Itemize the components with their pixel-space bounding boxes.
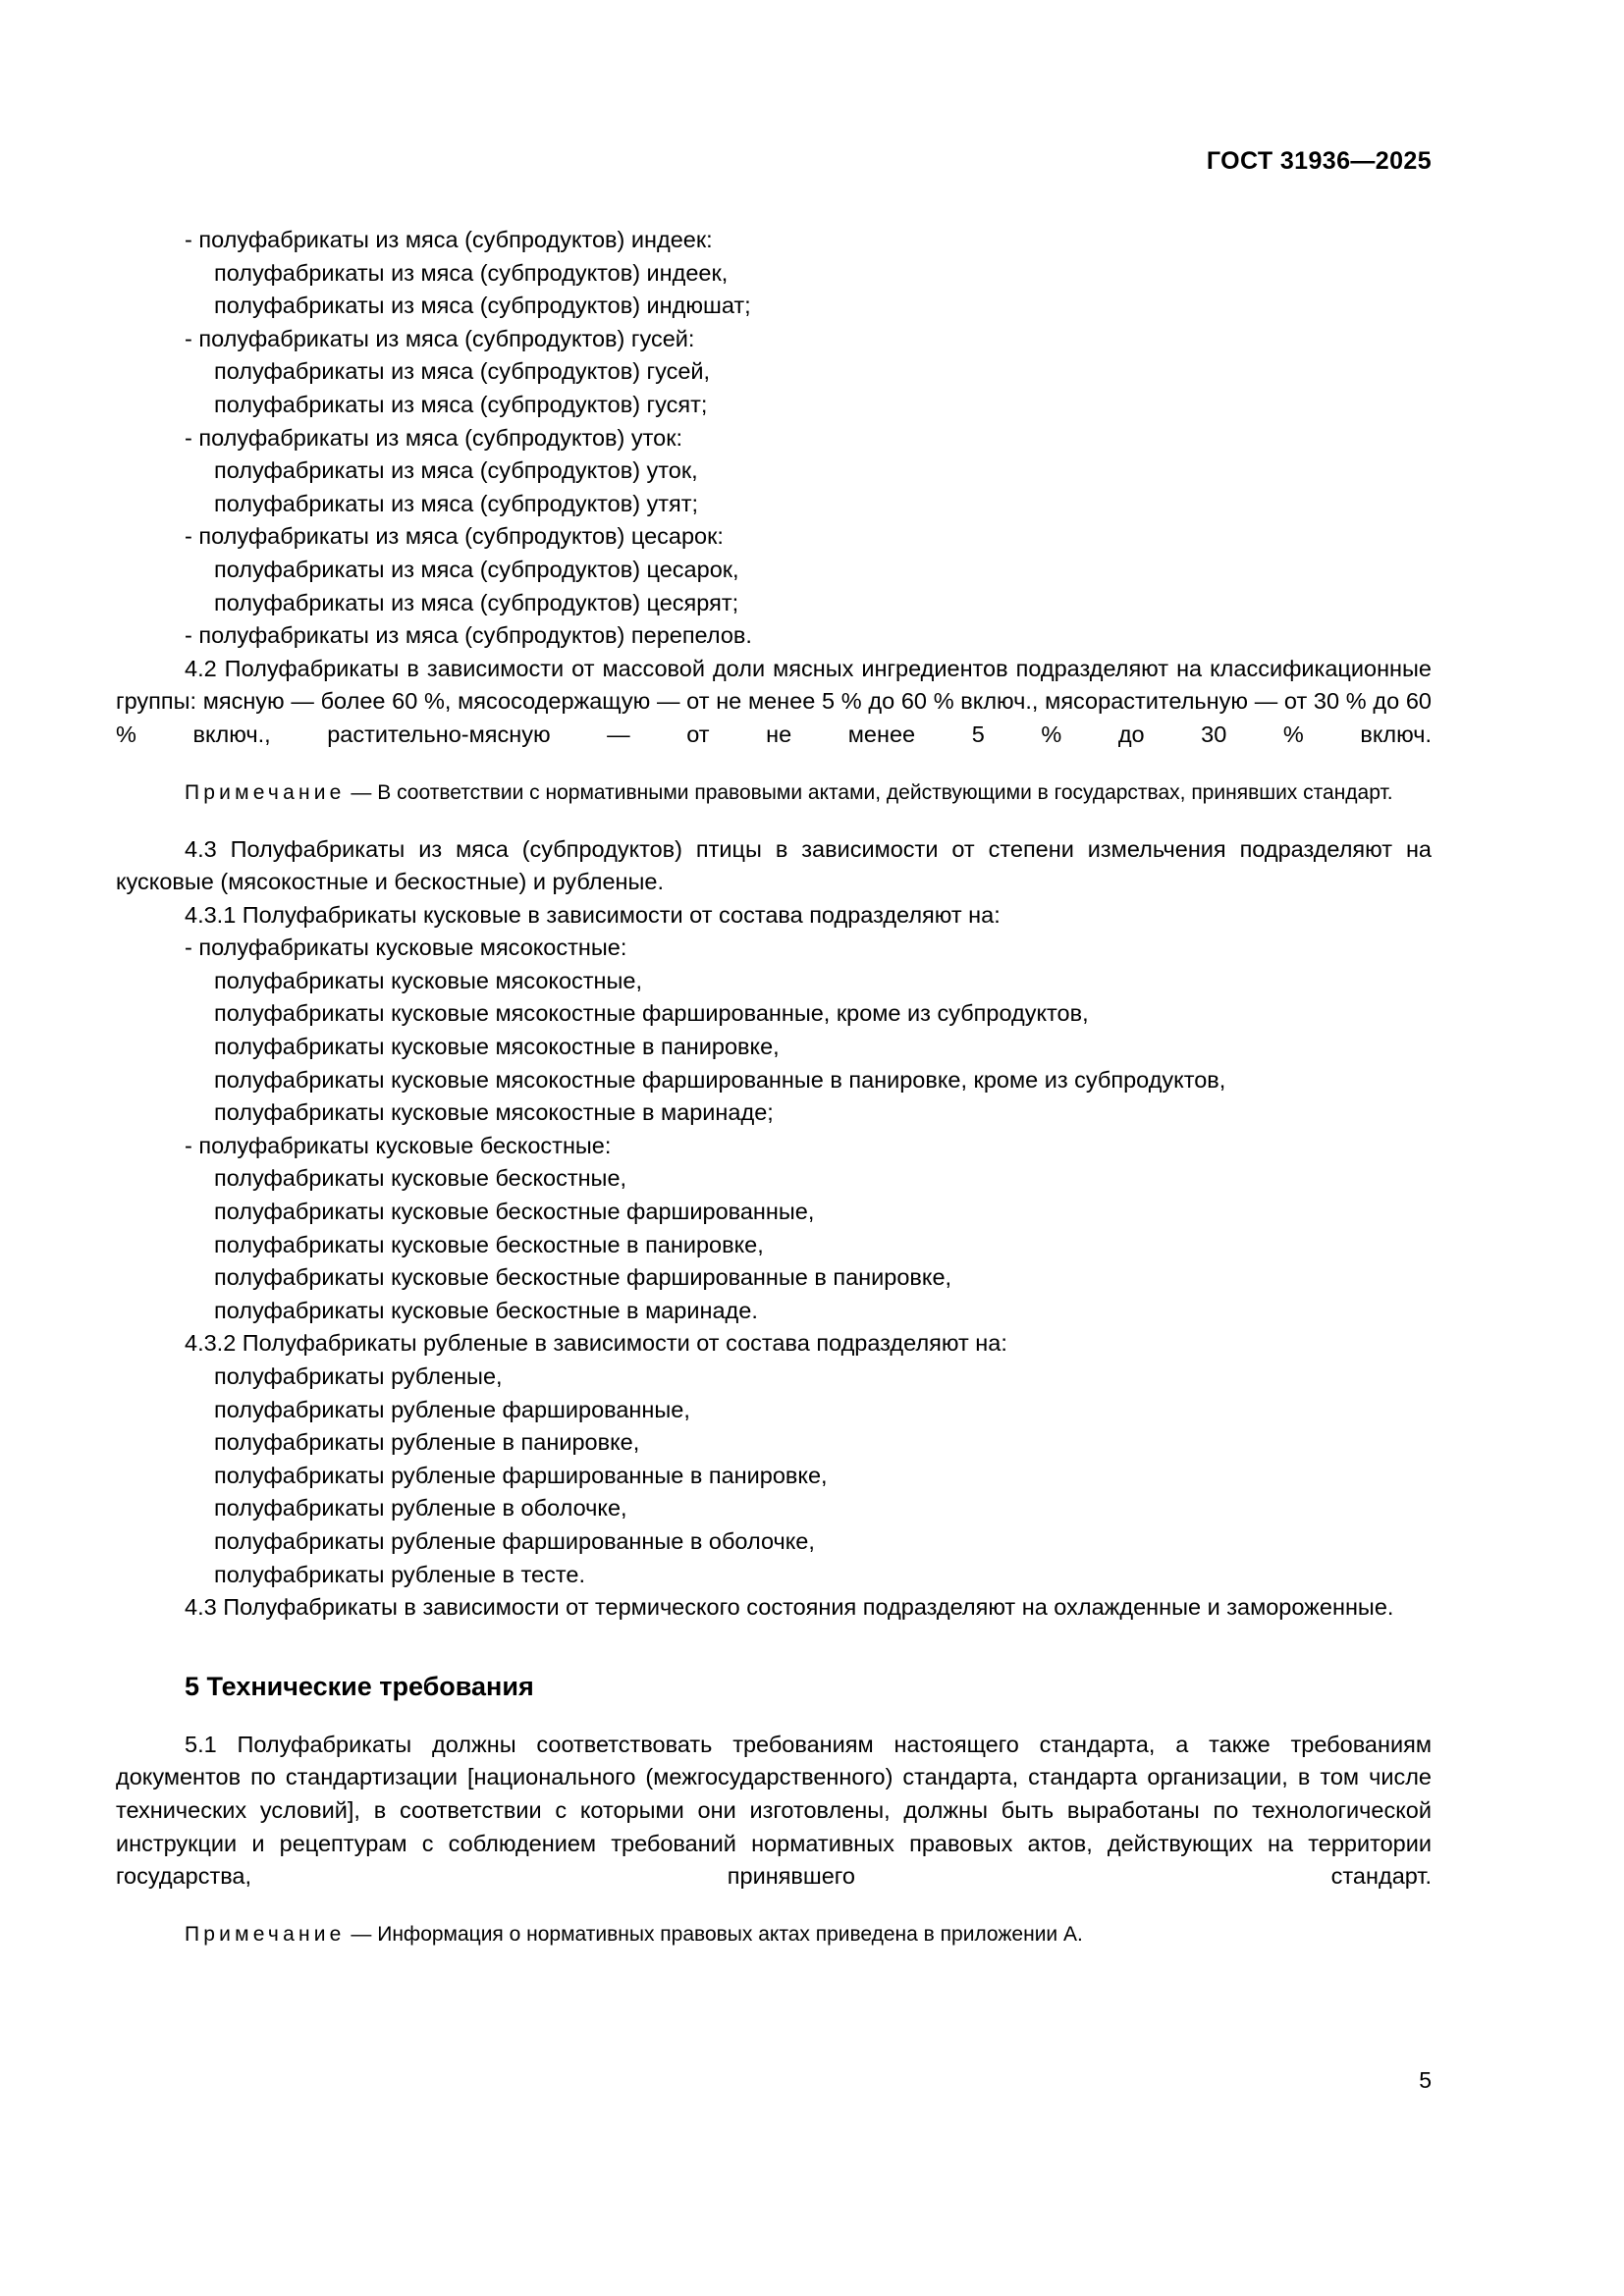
list-item: полуфабрикаты рубленые, [214,1363,503,1389]
list-item: - полуфабрикаты кусковые мясокостные: [185,934,627,961]
document-body [116,224,1432,1949]
list-item: полуфабрикаты рубленые в панировке, [214,1429,640,1456]
boneless-list [116,1130,1432,1328]
list-item: полуфабрикаты кусковые бескостные в панировке, [214,1231,764,1257]
clause-5-1: 5.1 Полуфабрикаты должны соответствовать требованиям настоящего стандарта, а также требованиям документов по стандартизации [национального (межгосударственного) стандарта, стандарта организации, в том числе технических условий], в соответствии с которыми они изготовлены, должны быть выработаны по технологической инструкции и рецептурам с соблюдением требований нормативных правовых актов, действующих на территории государства, принявшего стандарт. [116,1731,1432,1890]
clause-4-3: 4.3 Полуфабрикаты из мяса (субпродуктов) птицы в зависимости от степени измельчения подразделяют на кусковые (мясокостные и бескостные) и рубленые. [116,835,1432,895]
spacer [116,752,1432,777]
standard-number: ГОСТ 31936—2025 [1206,147,1432,175]
note-text: В соответствии с нормативными правовыми актами, действующими в государствах, принявших стандарт. [377,780,1393,804]
list-item: полуфабрикаты кусковые бескостные в маринаде. [214,1297,758,1323]
spacer [116,808,1432,833]
page-number: 5 [1419,2067,1432,2093]
list-item: - полуфабрикаты кусковые бескостные: [185,1132,612,1158]
note-5-1 [116,1919,1432,1949]
note-dash: — [345,1922,378,1946]
list-item: полуфабрикаты рубленые фаршированные в панировке, [214,1462,828,1488]
list-item: полуфабрикаты из мяса (субпродуктов) цесарок, [214,556,739,582]
clause-4-3-2-intro: 4.3.2 Полуфабрикаты рубленые в зависимости от состава подразделяют на: [185,1330,1007,1357]
running-header [116,149,1432,174]
note-text: Информация о нормативных правовых актах приведена в приложении А. [377,1922,1083,1946]
note-dash: — [345,780,378,804]
list-item: полуфабрикаты рубленые в тесте. [214,1561,585,1587]
list-item: полуфабрикаты рубленые фаршированные, [214,1396,690,1422]
list-item: полуфабрикаты из мяса (субпродуктов) уток, [214,457,698,484]
list-item: полуфабрикаты кусковые бескостные фаршированные в панировке, [214,1264,952,1291]
section-heading-5: 5 Технические требования [185,1671,534,1701]
list-item: полуфабрикаты из мяса (субпродуктов) гусей, [214,358,711,385]
list-item: полуфабрикаты кусковые бескостные, [214,1165,627,1192]
list-item: - полуфабрикаты из мяса (субпродуктов) перепелов. [185,622,752,649]
list-item: полуфабрикаты из мяса (субпродуктов) индеек, [214,259,729,286]
spacer [116,1625,1432,1670]
list-item: полуфабрикаты кусковые мясокостные, [214,967,643,993]
spacer [116,1703,1432,1729]
note-label: Примечание [185,1922,346,1946]
note-4-2 [116,777,1432,808]
list-item: полуфабрикаты кусковые мясокостные в панировке, [214,1034,780,1060]
clause-4-3-1-intro: 4.3.1 Полуфабрикаты кусковые в зависимости от состава подразделяют на: [185,901,1001,928]
minced-list [116,1361,1432,1591]
list-item: полуфабрикаты из мяса (субпродуктов) утят; [214,490,699,516]
list-item: - полуфабрикаты из мяса (субпродуктов) цесарок: [185,523,724,550]
list-item: полуфабрикаты рубленые фаршированные в оболочке, [214,1527,815,1554]
list-item: - полуфабрикаты из мяса (субпродуктов) индеек: [185,227,713,252]
bone-in-list [116,932,1432,1130]
clause-4-3-thermal: 4.3 Полуфабрикаты в зависимости от термического состояния подразделяют на охлажденные и замороженные. [185,1594,1394,1621]
list-item: полуфабрикаты кусковые мясокостные в маринаде; [214,1099,774,1126]
list-item: полуфабрикаты из мяса (субпродуктов) индюшат; [214,293,751,319]
clause-4-2: 4.2 Полуфабрикаты в зависимости от массовой доли мясных ингредиентов подразделяют на классификационные группы: мясную — более 60 %, мясосодержащую — от не менее 5 % до 60 % включ., мясорастительную — от 30 % до 60 % включ., растительно-мясную — от не менее 5 % до 30 % включ. [116,655,1432,747]
list-item: - полуфабрикаты из мяса (субпродуктов) гусей: [185,325,695,351]
list-item: полуфабрикаты рубленые в оболочке, [214,1495,627,1522]
classification-list [116,224,1432,653]
list-item: полуфабрикаты кусковые бескостные фаршированные, [214,1199,815,1225]
list-item: полуфабрикаты из мяса (субпродуктов) гусят; [214,391,708,417]
list-item: полуфабрикаты кусковые мясокостные фаршированные, кроме из субпродуктов, [214,1000,1089,1027]
list-item: - полуфабрикаты из мяса (субпродуктов) уток: [185,424,683,451]
list-item: полуфабрикаты из мяса (субпродуктов) цесярят; [214,589,739,615]
note-label: Примечание [185,780,346,804]
spacer [116,1894,1432,1919]
list-item: полуфабрикаты кусковые мясокостные фаршированные в панировке, кроме из субпродуктов, [214,1066,1226,1093]
